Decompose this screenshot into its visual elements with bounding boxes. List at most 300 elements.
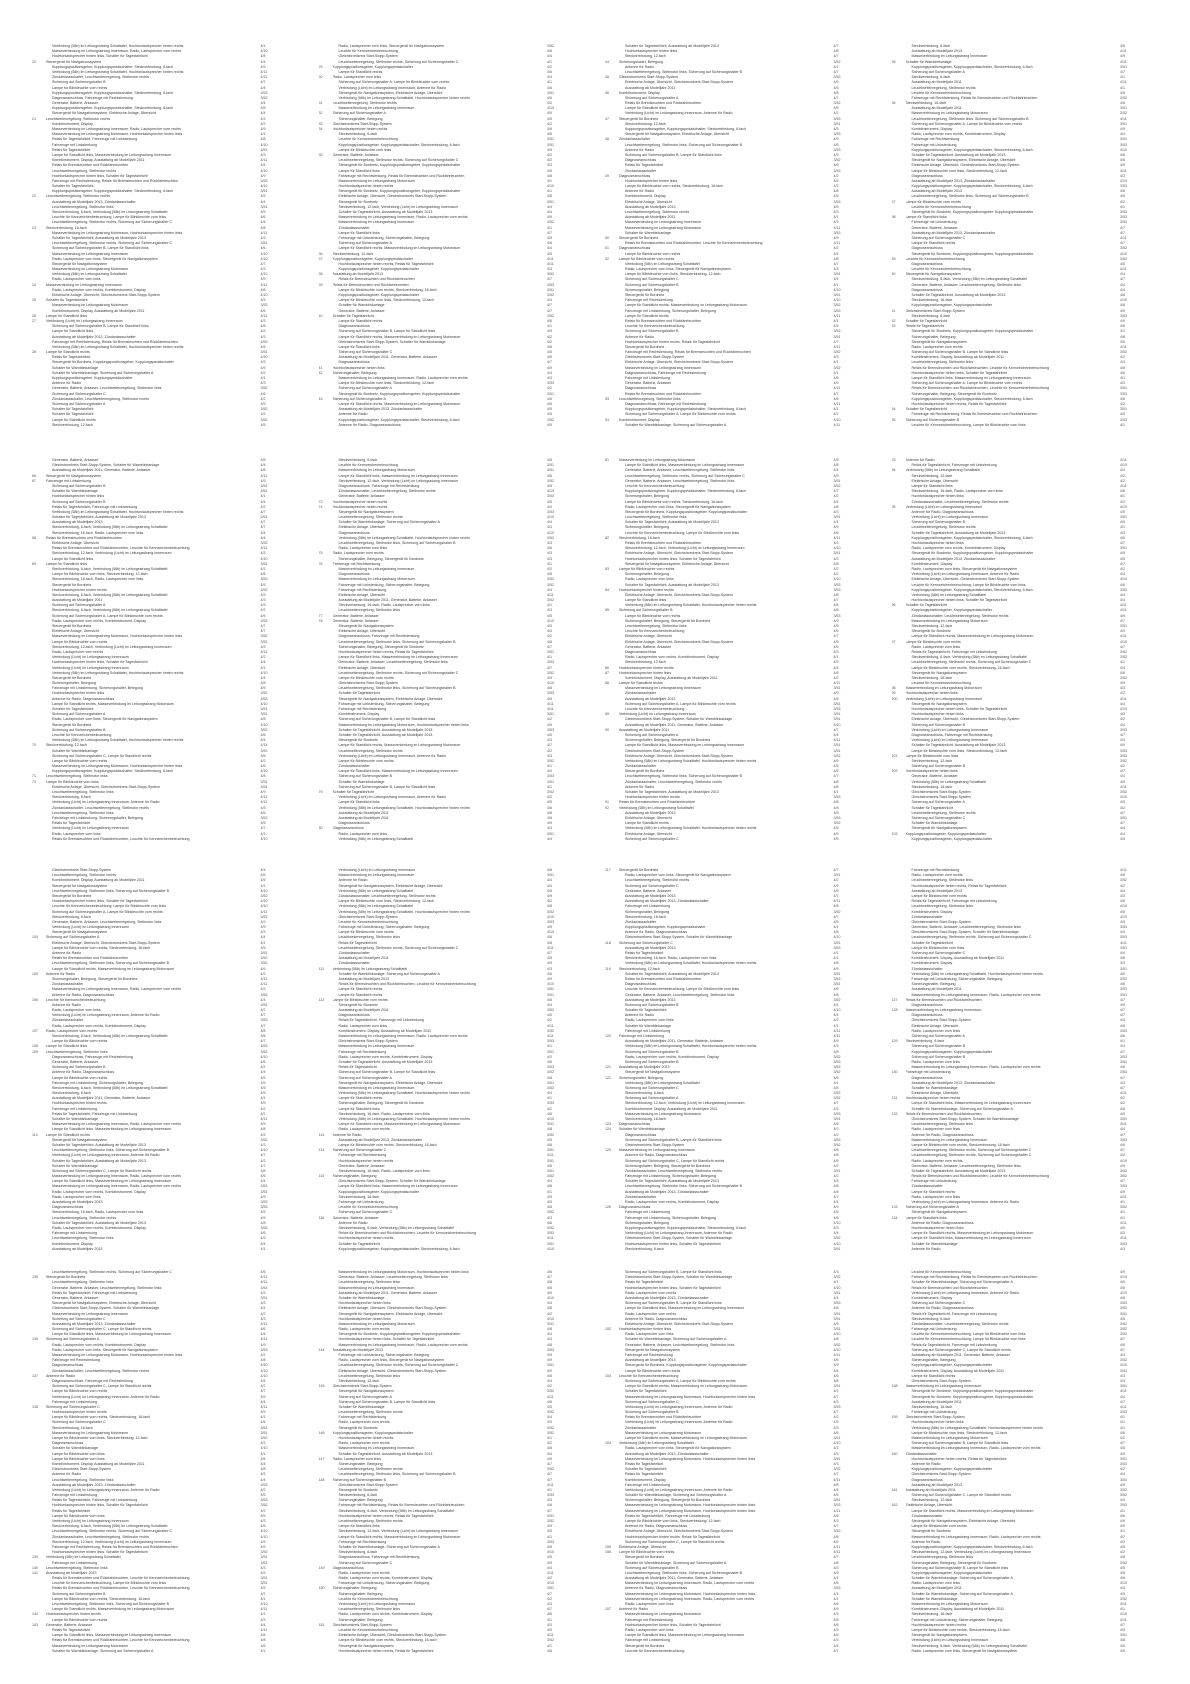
entry-page-ref: 4/1 [1120,1415,1125,1420]
entry-text: Verbindung (58b) im Leitungsstrang Schalttafel, Hochtonlautsprecher hinten rechts [625,826,757,831]
entry-page-ref: 4/4 [547,370,552,375]
entry-text: Gleichstromkreis Start-Stopp-System [338,681,398,686]
entry-text: Generator, Batterie, Anlasser [52,1059,99,1064]
entry-page-ref: 3/52 [1120,1487,1127,1492]
entry-page-ref: 4/9 [260,127,266,131]
entry-text: Steckverbindung, 16-fach [338,1194,380,1199]
entry-text: Verbindung (58b) im Leitungsstrang Schalttafel, Hochtonlautsprecher hinten rechts [52,738,184,743]
entry-text: Radio, Lautsprecher vorn links [911,1194,961,1199]
entry-text: Schalter für Tagesfahrlicht, Ausstattung ab Modelljahr 2013 [911,293,1006,297]
entry-text: Fahrzeuge mit Linkslenkung [625,1028,670,1033]
entry-page-ref: 4/9 [260,790,266,794]
entry-page-ref: 3/51 [1120,992,1127,997]
entry-page-ref: 4/7 [1120,1148,1125,1153]
entry-text: Steuergerät für Navigationssystem [52,1137,108,1142]
entry-text: Relais für Bremsleuchten und Rückfahrleuchten [52,956,129,961]
entry-page-ref: 4/6 [1120,1342,1125,1347]
entry-text: Lampe für Blinkleuchte vorn rechts, Steckverbindung, 16-fach [911,1142,1010,1147]
entry-page-ref: 4/4 [833,1013,839,1018]
entry-text: Hochtonlautsprecher hinten links [911,494,964,499]
entry-text: Relais für Tagesfahrlicht, Fahrzeuge mit Linkslenkung [911,1342,997,1347]
entry-page-ref: 4/1 [547,225,552,230]
entry-text: Sicherungshalter, Belegung [625,572,669,577]
entry-text: Radio, Lautsprecher vorn links [52,1008,101,1013]
entry-page-ref: 4/8 [1120,365,1125,370]
entry-text: Antenne für Radio, Diagnoseanschluss [625,1524,688,1529]
entry-text: Hochtonlautsprecher hinten rechts [46,1612,101,1617]
entry-page-ref: 3/52 [1120,878,1127,883]
entry-text: Masseverbindung im Leitungsstrang Innenraum, Radio, Lautsprecher vorn rechts [52,1122,182,1127]
entry-text: Antenne für Radio [332,1132,362,1137]
entry-text: Sicherung auf Sicherungshalter B, Lampe für Standlicht links [338,1070,436,1075]
entry-text: Hochtonlautsprecher hinten rechts, Relais für Tagesfahrlicht [625,339,721,344]
entry-text: Steckverbindung, 12-fach, Verbindung (Licht) im Leitungsstrang Innenraum [52,1539,172,1544]
entry-text: Masseverbindung im Leitungsstrang Innenraum, Radio, Lautsprecher vorn rechts [911,1534,1041,1539]
entry-number: 140 [32,1565,38,1570]
entry-text: Ausstattung ab Modelljahr 2013 [911,888,963,893]
entry-text: Radio, Lautsprecher vorn rechts [338,1570,390,1575]
entry-page-ref: 4/2 [833,572,839,577]
entry-text: Radio, Lautsprecher vorn links, Steuergerät für Navigationssystem [625,504,731,509]
entry-text: Antenne für Radio [338,412,368,417]
entry-text: Fahrzeuge mit Linkslenkung, Sicherungshalter, Belegung [625,308,716,313]
entry-page-ref: 4/9 [547,722,552,727]
entry-text: Gleichstromkreis Start-Stopp-System [625,1142,685,1147]
entry-text: Hochtonlautsprecher hinten links [911,1225,964,1230]
entry-page-ref: 4/11 [260,1337,268,1342]
entry-text: Relais für Bremsleuchten und Rückfahrleuchten [338,277,415,282]
entry-page-ref: 4/5 [260,582,266,587]
entry-text: Antenne für Radio, Diagnoseanschluss [625,1316,688,1321]
entry-page-ref: 4/11 [260,795,268,800]
entry-page-ref: 4/7 [547,743,552,748]
entry-page-ref: 4/4 [260,1070,266,1075]
entry-text: Leuchte für Kennzeichenbeleuchtung, Lampe für Blinkleuchte vorn links [625,530,740,535]
entry-number: 59 [891,256,896,261]
entry-text: Lampe für Standlicht rechts, Masseverbindung im Leitungsstrang Motorraum [338,1122,461,1127]
entry-text: Masseverbindung im Leitungsstrang Motorraum, Hochtonlautsprecher hinten links [52,764,183,769]
entry-text: Steckverbindung, 6-fach, Verbindung (58b) im Leitungsstrang Schalttafel [52,608,168,613]
entry-page-ref: 4/2 [547,1311,552,1316]
entry-page-ref: 4/11 [1120,49,1127,54]
entry-text: Lampe für Standlicht links [338,800,380,805]
entry-page-ref: 4/11 [1120,80,1127,85]
entry-page-ref: 4/8 [833,1148,839,1153]
entry-number: 62 [891,318,896,323]
entry-page-ref: 4/1 [833,282,839,287]
entry-text: Zündanlassschalter [911,966,943,971]
entry-page-ref: 4/5 [260,308,266,313]
entry-text: Lampe für Standlicht links, Masseverbindung im Leitungsstrang Innenraum [911,376,1031,380]
entry-page-ref: 3/53 [833,795,841,800]
entry-text: Sicherung auf Sicherungshalter B [905,417,960,422]
entry-text: Verbindung (58b) im Leitungsstrang Schalttafel [332,966,408,971]
entry-text: Lampe für Standlicht rechts [911,1373,956,1378]
entry-page-ref: 4/5 [833,1617,839,1622]
entry-text: Fahrzeuge mit Rechtslenkung, Relais für Bremsleuchten und Rückfahrleuchten [52,339,178,344]
entry-page-ref: 3/52 [833,821,841,826]
entry-page-ref: 3/52 [1120,1327,1127,1332]
entry-text: Verbindung (Licht) im Leitungsstrang Innenraum [911,1638,989,1643]
entry-number: 30 [318,75,323,80]
entry-text: Diagnoseanschluss, Fahrzeuge mit Rechtslenkung [625,401,706,406]
entry-text: Elektrische Anlage, Übersicht, Gleichstromkreis Start-Stopp-System [625,360,733,365]
entry-page-ref: 4/9 [1120,629,1125,634]
entry-text: Ausstattung ab Modelljahr 2013 [332,1347,384,1352]
entry-number: 90 [605,727,609,732]
entry-page-ref: 4/2 [260,504,266,509]
entry-page-ref: 4/2 [260,1111,266,1116]
entry-text: Elektrische Anlage, Übersicht, Gleichstromkreis Start-Stopp-System [338,194,447,199]
entry-page-ref: 4/5 [833,324,839,329]
entry-text: Leuchtweitenregelung, Stellmotor links, Sicherung auf Sicherungshalter B [338,541,456,545]
entry-page-ref: 4/8 [833,1482,839,1487]
entry-page-ref: 3/51 [1120,1311,1127,1316]
entry-page-ref: 4/8 [547,194,552,199]
entry-page-ref: 4/8 [833,1337,839,1342]
entry-page-ref: 3/53 [1120,1070,1127,1075]
entry-number: 129 [891,1039,898,1044]
entry-text: Steuergerät für Bordnetz, Kupplungspositionsgeber, Kupplungspedalschalter [338,189,461,194]
entry-page-ref: 4/4 [260,1179,266,1184]
entry-page-ref: 3/51 [260,515,268,520]
entry-page-ref: 4/5 [547,499,552,504]
entry-page-ref: 4/4 [547,1002,552,1007]
entry-text: Lampe für Blinkleuchte vorn rechts [619,566,675,571]
entry-page-ref: 4/9 [547,235,552,240]
entry-page-ref: 4/3 [1120,173,1125,178]
entry-text: Sicherung auf Sicherungshalter C [52,391,106,396]
entry-page-ref: 3/51 [833,1316,841,1321]
entry-text: Lampe für Standlicht links, Masseverbindung im Leitungsstrang Innenraum [338,655,458,660]
entry-text: Sicherung auf Sicherungshalter A [52,712,106,717]
entry-text: Radio, Lautsprecher vorn rechts [625,1290,677,1295]
entry-text: Lampe für Standlicht links [46,561,88,566]
entry-page-ref: 4/6 [260,215,266,220]
entry-text: Masseverbindung im Leitungsstrang Motorraum [911,1436,988,1440]
entry-text: Kupplungspositionsgeber, Kupplungspedalschalter [911,1049,993,1054]
entry-page-ref: 4/10 [547,106,554,111]
entry-number: 153 [605,1373,611,1378]
entry-page-ref: 4/8 [547,458,552,462]
entry-text: Antenne für Radio, Diagnoseanschluss [52,992,115,997]
entry-page-ref: 4/6 [1120,1576,1125,1581]
entry-text: Verbindung (58b) im Leitungsstrang Schalttafel, Hochtonlautsprecher hinten rechts [338,1091,470,1096]
entry-text: Radio, Lautsprecher vorn rechts [911,344,963,349]
entry-page-ref: 4/3 [1120,1539,1125,1544]
entry-text: Kupplungspositionsgeber, Kupplungspedalschalter, Steckverbindung, 6-fach [338,1246,460,1251]
index-entry [605,837,872,842]
entry-page-ref: 4/10 [547,681,554,686]
entry-page-ref: 4/7 [1120,541,1125,545]
entry-number: 130 [891,1070,898,1075]
entry-text: Steckverbindung, 6-fach, Verbindung (58b) im Leitungsstrang Schalttafel [52,1524,168,1529]
entry-text: Masseverbindung im Leitungsstrang Motorraum, Hochtonlautsprecher hinten links [625,1503,756,1508]
entry-page-ref: 3/53 [1120,142,1127,147]
entry-text: Lampe für Blinkleuchte vorn links, Steckverbindung, 12-fach [625,272,721,277]
entry-text: Gleichstromkreis Start-Stopp-System, Schalter für Warnblinkanlage [625,1275,733,1280]
entry-page-ref: 4/3 [260,805,266,810]
entry-page-ref: 3/51 [260,483,268,488]
entry-page-ref: 3/51 [833,1384,841,1389]
entry-text: Elektrische Anlage, Übersicht [625,831,672,836]
entry-text: Generator, Batterie, Anlasser [911,774,958,779]
entry-page-ref: 4/10 [260,904,268,909]
entry-page-ref: 4/4 [547,520,552,525]
entry-page-ref: 4/3 [833,1638,839,1643]
entry-page-ref: 4/3 [260,267,266,272]
entry-text: Verbindung (Licht) im Leitungsstrang Innenraum [619,712,696,717]
entry-text: Hochtonlautsprecher hinten links [905,691,958,696]
entry-page-ref: 4/4 [260,1241,266,1246]
entry-text: Steckverbindung, 12-fach [46,743,87,748]
entry-page-ref: 4/3 [833,1519,839,1523]
entry-number: 43 [318,396,323,401]
entry-page-ref: 4/5 [1120,44,1125,48]
entry-text: Kupplungspositionsgeber, Kupplungspedalschalter, Steckverbindung, 6-fach [52,90,174,95]
entry-text: Schalter für Warnblinkanlage [52,365,99,370]
entry-page-ref: 4/4 [260,997,266,1002]
entry-text: Sicherung auf Sicherungshalter C, Lampe für Standlicht rechts [625,1539,725,1544]
entry-number [32,1649,46,1654]
entry-text: Antenne für Radio [625,784,654,789]
entry-text: Hochtonlautsprecher hinten links, Schalter für Tagesfahrlicht [911,707,1008,711]
entry-page-ref: 4/9 [1120,194,1125,199]
entry-page-ref: 3/52 [260,1049,268,1054]
entry-page-ref: 4/8 [833,561,839,566]
entry-number: 94 [891,468,896,473]
entry-text: Sicherungshalter, Belegung [338,1461,383,1466]
entry-page-ref: 4/3 [1120,1498,1125,1503]
entry-page-ref: 4/2 [260,1065,266,1070]
entry-text: Masseverbindung im Leitungsstrang Innenraum, Radio, Lautsprecher vorn rechts [338,215,468,220]
entry-page-ref: 4/2 [547,1596,552,1601]
entry-text: Sicherung auf Sicherungshalter B, Lampe für Standlicht links [625,152,722,157]
entry-page-ref: 4/7 [547,1472,552,1477]
entry-page-ref: 4/6 [547,1285,552,1290]
entry-page-ref: 3/52 [547,478,554,483]
entry-text: Sicherung auf Sicherungshalter A, Lampe für Blinkleuchte vorn rechts [625,412,736,417]
entry-text: Diagnoseanschluss [332,826,364,831]
entry-page-ref: 4/4 [260,499,266,504]
entry-text: Verbindung (58b) im Leitungsstrang Schalttafel [338,836,414,841]
entry-page-ref: 4/2 [1120,717,1125,722]
entry-page-ref: 4/8 [1120,303,1125,308]
entry-text: Relais für Bremsleuchten und Rückfahrleuchten [619,800,696,805]
entry-text: Ausstattung ab Modelljahr 2013, Zündanlassschalter [625,899,709,904]
entry-page-ref: 4/7 [833,1394,839,1399]
entry-text: Steckverbindung, 16-fach [46,225,87,230]
entry-page-ref: 3/51 [547,1168,554,1173]
entry-text: Radio, Lautsprecher vorn rechts [338,1441,390,1446]
entry-text: Steckverbindung, 12-fach [911,758,953,763]
entry-page-ref: 4/9 [1120,1189,1125,1194]
entry-text: Lampe für Standlicht rechts, Masseverbindung im Leitungsstrang Motorraum [52,966,174,971]
entry-page-ref: 4/2 [1120,355,1125,360]
entry-text: Lampe für Standlicht rechts [911,1189,956,1194]
entry-page-ref: 4/9 [833,152,839,157]
entry-text: Steckverbindung, 16-fach, Radio, Lautsprecher vorn links [338,1168,430,1173]
entry-text: Zündanlassschalter, Leuchtweitenregelung, Stellmotor rechts [338,489,436,494]
entry-page-ref: 4/2 [1120,473,1125,478]
entry-page-ref: 4/7 [1120,277,1125,282]
entry-text: Steckverbindung, 6-fach [52,795,91,800]
entry-page-ref: 4/2 [1120,764,1125,769]
entry-text: Relais für Bremsleuchten und Rückfahrleuchten, Leuchte für Kennzeichenbeleuchtung [338,1231,476,1236]
entry-text: Steuergerät für Bordnetz, Kupplungspositionsgeber, Kupplungspedalschalter [625,509,747,514]
entry-page-ref: 4/2 [833,878,839,883]
entry-text: Schalter für Tagesfahrlicht, Ausstattung ab Modelljahr 2013 [338,1059,433,1064]
entry-page-ref: 4/2 [1120,691,1125,696]
entry-page-ref: 4/3 [1120,1246,1125,1251]
entry-page-ref: 3/53 [260,1347,268,1352]
entry-text: Hochtonlautsprecher hinten rechts, Relais für Tagesfahrlicht [338,1648,434,1653]
entry-page-ref: 4/2 [260,1106,266,1111]
entry-text: Verbindung (58b) im Leitungsstrang Schalttafel [338,904,414,909]
entry-number: 154 [605,1441,611,1446]
entry-page-ref: 3/53 [547,727,554,732]
entry-text: Zündanlassschalter [625,691,657,696]
entry-page-ref: 3/52 [1120,111,1127,116]
entry-text: Lampe für Standlicht rechts, Masseverbindung im Leitungsstrang Motorraum [338,401,461,406]
entry-page-ref: 4/10 [260,1446,268,1451]
entry-page-ref: 3/52 [547,293,554,297]
entry-text: Elektrische Anlage, Übersicht [905,1503,953,1508]
entry-text: Generator, Batterie, Anlasser, Leuchtweitenregelung, Stellmotor links [911,282,1021,287]
entry-page-ref: 3/51 [547,987,554,992]
entry-text: Steckverbindung, 6-fach [625,1091,664,1096]
entry-text: Hochtonlautsprecher hinten links, Schalter für Tagesfahrlicht [52,173,148,178]
entry-page-ref: 4/2 [1120,1096,1125,1101]
entry-text: Gleichstromkreis Start-Stopp-System, Schalter für Warnblinkanlage [911,1117,1019,1121]
entry-page-ref: 4/7 [1120,1085,1125,1090]
entry-text: Zündanlassschalter, Leuchtweitenregelung, Stellmotor rechts [911,499,1009,504]
entry-text: Antenne für Radio [52,951,81,955]
entry-text: Antenne für Radio [52,1472,81,1477]
entry-page-ref: 3/53 [833,308,841,313]
entry-page-ref: 4/8 [833,504,839,509]
entry-text: Masseverbindung im Leitungsstrang Motorraum [52,267,129,272]
entry-text: Radio, Lautsprecher vorn rechts, Kombiinstrument, Display [338,1054,433,1059]
entry-page-ref: 4/6 [1120,1513,1125,1518]
entry-text: Verbindung (Licht) im Leitungsstrang Innenraum, Antenne für Radio [911,1200,1019,1204]
entry-page-ref: 4/4 [547,75,552,80]
entry-page-ref: 3/52 [1120,350,1127,355]
entry-text: Hochtonlautsprecher hinten rechts [338,1436,394,1440]
entry-page-ref: 4/3 [1120,930,1125,935]
entry-page-ref: 4/11 [833,313,841,318]
entry-text: Ausstattung ab Modelljahr 2013 [625,945,676,950]
entry-text: Lampe für Blinkleuchte vorn rechts [905,199,961,204]
entry-number: 155 [605,1544,611,1549]
entry-number: 72 [32,779,36,784]
entry-text: Sicherung auf Sicherungshalter B [52,483,106,488]
entry-text: Gleichstromkreis Start-Stopp-System [911,1378,971,1383]
entry-page-ref: 4/7 [833,774,839,779]
entry-page-ref: 4/2 [260,1384,266,1389]
entry-text: Leuchtweitenregelung, Stellmotor rechts [338,1519,403,1523]
entry-text: Kombiinstrument, Display, Ausstattung ab Modelljahr 2011 [625,675,718,680]
entry-text: Generator, Batterie, Anlasser [46,1622,93,1627]
entry-page-ref: 4/4 [260,111,266,116]
entry-text: Elektrische Anlage, Übersicht, Gleichstromkreis Start-Stopp-System [52,940,160,945]
entry-text: Masseverbindung im Leitungsstrang Motorraum [911,111,988,116]
entry-text: Verbindung (Licht) im Leitungsstrang Innenraum [52,826,129,831]
entry-text: Relais für Bremsleuchten und Rückfahrleuchten, Leuchte für Kennzeichenbeleuchtung [52,836,190,841]
entry-text: Lampe für Standlicht rechts, Masseverbindung im Leitungsstrang Motorraum [338,743,461,748]
entry-text: Verbindung (58b) im Leitungsstrang Schalttafel, Hochtonlautsprecher hinten rechts [625,1044,757,1049]
entry-page-ref: 3/51 [260,1285,268,1290]
entry-page-ref: 4/11 [833,899,841,904]
entry-page-ref: 4/6 [260,1327,266,1332]
entry-page-ref: 4/6 [833,376,839,380]
entry-text: Radio, Lautsprecher vorn links [911,1028,961,1033]
entry-page-ref: 4/8 [260,1220,266,1225]
entry-page-ref: 4/4 [833,1643,839,1648]
entry-page-ref: 4/3 [260,1472,266,1477]
entry-page-ref: 4/9 [260,1394,266,1399]
entry-text: Lampe für Standlicht links [52,556,94,561]
entry-page-ref: 4/8 [260,572,266,577]
entry-page-ref: 4/1 [1120,376,1125,380]
entry-text: Leuchte für Kennzeichenbeleuchtung [338,463,398,468]
entry-page-ref: 4/8 [833,1378,839,1383]
entry-page-ref: 4/1 [547,324,552,329]
entry-text: Elektrische Anlage, Übersicht, Gleichstromkreis Start-Stopp-System [911,163,1020,168]
entry-page-ref: 3/53 [547,691,554,696]
entry-page-ref: 3/51 [833,551,841,556]
entry-text: Ausstattung ab Modelljahr 2013, Zündanlassschalter [625,1189,709,1194]
entry-text: Steckverbindung, 6-fach [338,1493,378,1498]
entry-page-ref: 4/1 [260,1096,266,1101]
entry-page-ref: 4/11 [833,1544,841,1549]
entry-page-ref: 4/6 [547,318,552,323]
entry-page-ref: 4/7 [833,1472,839,1477]
entry-text: Fahrzeuge mit Linkslenkung [625,1210,670,1215]
entry-page-ref: 4/11 [260,1275,268,1280]
entry-page-ref: 3/53 [547,509,554,514]
entry-text: Gleichstromkreis Start-Stopp-System [905,1415,965,1420]
entry-number: 160 [891,1451,898,1456]
entry-page-ref: 4/11 [260,158,268,163]
entry-page-ref: 4/7 [260,1013,266,1018]
entry-page-ref: 4/8 [547,904,552,909]
entry-page-ref: 4/10 [1120,298,1127,303]
entry-page-ref: 4/6 [547,401,552,406]
entry-text: Schalter für Tagesfahrlicht [905,318,947,323]
entry-text: Radio, Lautsprecher vorn links, Steuergerät für Navigationssystem [625,1446,731,1451]
entry-text: Steuergerät für Bordnetz [338,738,378,743]
entry-page-ref: 4/6 [833,530,839,535]
entry-text: Verbindung (58b) im Leitungsstrang Schalttafel, Hochtonlautsprecher hinten rechts [625,961,757,966]
entry-text: Lampe für Blinkleuchte vorn links, Steckverbindung, 12-fach [52,572,148,577]
entry-page-ref: 4/3 [547,1622,552,1627]
entry-text: Radio, Lautsprecher vorn links, Steuergerät für Navigationssystem [52,717,158,722]
entry-page-ref: 4/3 [260,1142,266,1147]
entry-page-ref: 4/8 [1120,873,1125,878]
entry-text: Diagnoseanschluss [338,530,370,535]
entry-text: Gleichstromkreis Start-Stopp-System [619,75,679,80]
entry-page-ref: 4/11 [260,1607,268,1612]
entry-page-ref: 4/2 [260,1008,266,1013]
entry-page-ref: 3/53 [1120,1241,1127,1246]
entry-page-ref: 4/2 [260,1158,266,1163]
entry-number: 67 [32,478,36,483]
entry-text: Lampe für Blinkleuchte vorn rechts [52,1075,108,1080]
entry-text: Relais für Tagesfahrlicht [338,940,377,945]
entry-page-ref: 4/7 [260,1389,266,1394]
entry-text: Zündanlassschalter, Leuchtweitenregelung, Stellmotor rechts [911,613,1009,618]
